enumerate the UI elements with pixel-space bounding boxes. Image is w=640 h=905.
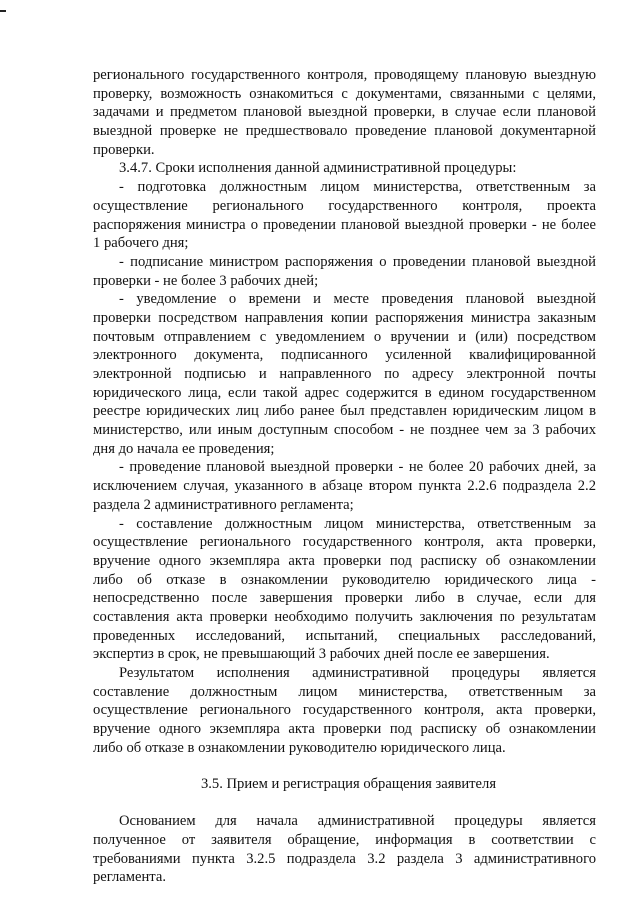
text-line: электронной подписью и направленного по адресу электронной почты	[93, 366, 596, 382]
text-line: регионального государственного контроля, проводящему плановую выездную	[93, 67, 596, 83]
document-body	[93, 66, 596, 887]
text-line: дня до начала ее проведения;	[93, 440, 275, 457]
text-line: выездной проверке не предшествовало проведение плановой документарной	[93, 123, 596, 140]
text-line: экспертиз в срок, не превышающий 3 рабочих дней после ее завершения.	[93, 646, 550, 663]
text-line: - проведение плановой выездной проверки - не более 20 рабочих дней, за	[119, 459, 596, 476]
text-line: министерство, или иным доступным способом - не позднее чем за 3 рабочих	[93, 422, 596, 439]
text-line: осуществление регионального государственного контроля, акта проверки,	[93, 702, 596, 719]
text-line: Основанием для начала административной процедуры является	[119, 813, 596, 830]
text-line: осуществление регионального государственного контроля, проекта	[93, 197, 596, 214]
section-heading: 3.5. Прием и регистрация обращения заявителя	[200, 776, 497, 793]
text-line: электронного документа, подписанного усиленной квалифицированной	[93, 347, 596, 364]
text-line: осуществление регионального государственного контроля, акта проверки,	[93, 534, 596, 551]
text-line: раздела 2 административного регламента;	[93, 496, 354, 513]
text-line: вручение одного экземпляра акта проверки под расписку об ознакомлении	[93, 552, 596, 569]
text-line: юридического лица, если такой адрес содержится в едином государственном	[93, 384, 596, 401]
text-line: составления акта проверки необходимо получить заключения по результатам	[93, 608, 596, 625]
text-line: непосредственно после завершения проверки либо в случае, если для	[93, 590, 596, 607]
text-line: исключением случая, указанного в абзаце втором пункта 2.2.6 подраздела 2.2	[93, 478, 596, 495]
final-paragraph	[93, 812, 596, 887]
text-line: - подписание министром распоряжения о проведении плановой выездной	[119, 253, 596, 270]
text-line: проверки.	[93, 141, 155, 158]
spacer	[93, 794, 596, 812]
text-line: либо об отказе в ознакомлении руководителю юридического лица.	[93, 739, 506, 756]
text-line: распоряжения министра о проведении плановой выездной проверки - не более	[93, 216, 596, 233]
text-line: почтовым отправлением с уведомлением о вручении и (или) посредством	[93, 328, 596, 345]
spacer	[93, 757, 596, 775]
text-line: 3.4.7. Сроки исполнения данной административной процедуры:	[119, 160, 517, 177]
text-line: - подготовка должностным лицом министерства, ответственным за	[119, 179, 596, 196]
text-line: - составление должностным лицом министерства, ответственным за	[119, 515, 596, 532]
text-line: 1 рабочего дня;	[93, 235, 189, 252]
text-line: проверку, возможность ознакомиться с документами, связанными с целями,	[93, 85, 596, 102]
text-line: либо об отказе в ознакомлении руководителю юридического лица -	[93, 571, 596, 588]
text-line: вручение одного экземпляра акта проверки под расписку об ознакомлении	[93, 721, 596, 738]
main-paragraphs	[93, 66, 596, 757]
text-line: составление должностным лицом министерства, ответственным за	[93, 683, 596, 700]
text-line: проверки посредством направления копии распоряжения министра заказным	[93, 309, 596, 326]
text-line: - уведомление о времени и месте проведения плановой выездной	[119, 291, 596, 308]
text-line: Результатом исполнения административной процедуры является	[119, 665, 596, 681]
text-line: проверки - не более 3 рабочих дней;	[93, 272, 319, 289]
text-line: регламента.	[93, 869, 166, 886]
text-line: проведенных исследований, испытаний, специальных расследований,	[93, 627, 596, 644]
text-line: реестре юридических лиц либо ранее был представлен юридическим лицом в	[93, 403, 596, 420]
text-line: задачами и предметом плановой выездной проверки, в случае если плановой	[93, 104, 596, 121]
text-line: требованиями пункта 3.2.5 подраздела 3.2 раздела 3 административного	[93, 850, 596, 867]
text-line: полученное от заявителя обращение, информация в соответствии с	[93, 831, 596, 848]
page-edge-mark	[0, 10, 6, 12]
